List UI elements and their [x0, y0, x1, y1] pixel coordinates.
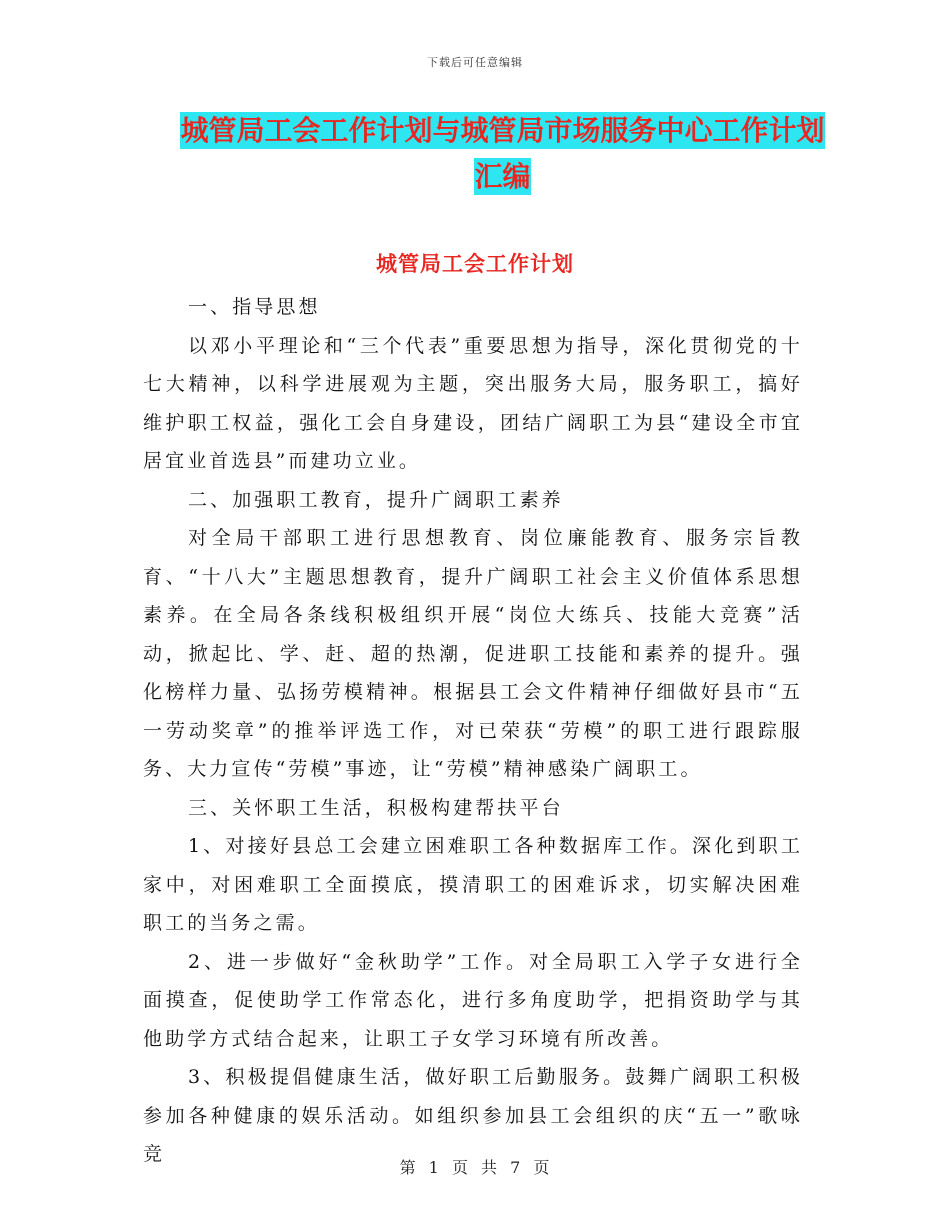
document-body — [143, 288, 803, 1174]
paragraph-item-3: 3、积极提倡健康生活，做好职工后勤服务。鼓舞广阔职工积极参加各种健康的娱乐活动。如组织参加县工会组织的庆“五一”歌咏竞 — [143, 1066, 803, 1165]
heading-staff-welfare: 三、关怀职工生活，积极构建帮扶平台 — [188, 796, 564, 819]
paragraph-staff-education: 对全局干部职工进行思想教育、岗位廉能教育、服务宗旨教育、“十八大”主题思想教育，提升广阔职工社会主义价值体系思想素养。在全局各条线积极组织开展“岗位大练兵、技能大竞赛”活动，掀起比、学、赶、超的热潮，促进职工技能和素养的提升。强化榜样力量、弘扬劳模精神。根据县工会文件精神仔细做好县市“五一劳动奖章”的推举评选工作，对已荣获“劳模”的职工进行跟踪服务、大力宣传“劳模”事迹，让“劳模”精神感染广阔职工。 — [143, 527, 803, 780]
document-title-line-2: 汇编 — [474, 160, 531, 193]
paragraph-guiding-ideology: 以邓小平理论和“三个代表”重要思想为指导，深化贯彻党的十七大精神，以科学进展观为主题，突出服务大局，服务职工，搞好维护职工权益，强化工会自身建设，团结广阔职工为县“建设全市宜居宜业首选县”而建功立业。 — [143, 334, 803, 472]
paragraph-item-2: 2、进一步做好“金秋助学”工作。对全局职工入学子女进行全面摸查，促使助学工作常态化，进行多角度助学，把捐资助学与其他助学方式结合起来，让职工子女学习环境有所改善。 — [143, 950, 803, 1050]
document-title — [140, 108, 865, 200]
document-title-line-1: 城管局工会工作计划与城管局市场服务中心工作计划 — [180, 114, 825, 147]
heading-guiding-ideology: 一、指导思想 — [188, 296, 321, 318]
page-header-note: 下载后可任意编辑 — [427, 56, 523, 69]
heading-staff-education: 二、加强职工教育，提升广阔职工素养 — [188, 488, 564, 511]
section-title: 城管局工会工作计划 — [376, 252, 574, 276]
page-number-footer: 第 1 页 共 7 页 — [399, 1158, 551, 1177]
paragraph-item-1: 1、对接好县总工会建立困难职工各种数据库工作。深化到职工家中，对困难职工全面摸底，摸清职工的困难诉求，切实解决困难职工的当务之需。 — [143, 835, 803, 934]
